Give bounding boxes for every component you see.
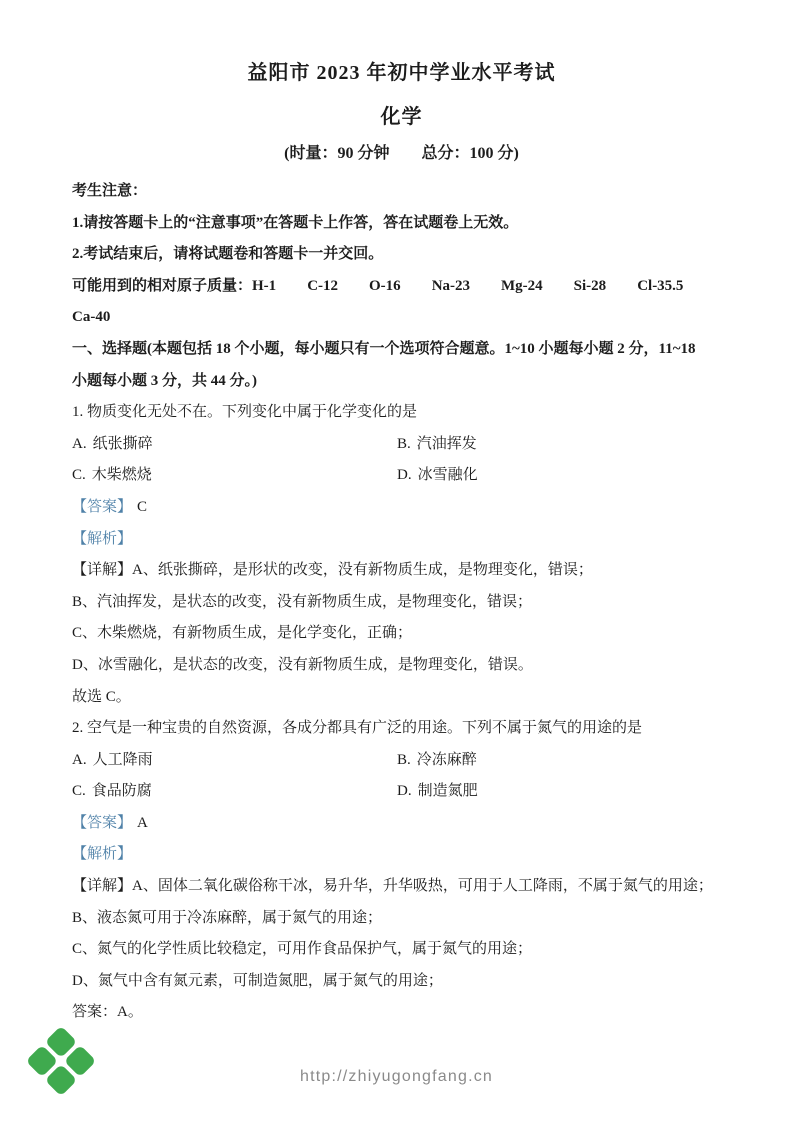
detail-line: C、氮气的化学性质比较稳定，可用作食品保护气，属于氮气的用途；	[72, 941, 533, 958]
detail-line: D、冰雪融化，是状态的改变，没有新物质生成，是物理变化，错误。	[72, 656, 533, 673]
atomic-mass-overflow: Ca-40	[72, 309, 111, 326]
option-d-text: 制造氮肥	[417, 783, 478, 800]
options-row-cd	[72, 776, 731, 808]
section-heading-line2: 小题每小题 3 分，共 44 分。)	[72, 372, 257, 389]
detail-line: 【详解】A、纸张撕碎，是形状的改变，没有新物质生成，是物理变化，错误；	[72, 562, 593, 579]
detail-line: B、汽油挥发，是状态的改变，没有新物质生成，是物理变化，错误；	[72, 593, 533, 610]
option-b-label: B.	[397, 435, 411, 452]
option-b	[397, 429, 731, 461]
exam-meta-duration-score: (时量：90 分钟 总分：100 分)	[284, 145, 519, 162]
option-b-text: 汽油挥发	[416, 435, 477, 452]
exam-title: 益阳市 2023 年初中学业水平考试	[247, 62, 556, 84]
conclusion-line: 答案：A。	[72, 1004, 143, 1021]
option-d-label: D.	[397, 783, 412, 800]
option-a	[72, 745, 397, 777]
option-c-label: C.	[72, 467, 86, 484]
question-2	[72, 713, 731, 1029]
exam-subject: 化学	[380, 106, 423, 128]
atomic-mass-Mg: Mg-24	[501, 277, 543, 294]
answer-line	[72, 492, 731, 524]
analysis-tag: 【解析】	[72, 846, 133, 863]
option-c-label: C.	[72, 783, 86, 800]
notice-heading: 考生注意：	[72, 183, 148, 199]
section-heading-line1: 一、选择题(本题包括 18 个小题，每小题只有一个选项符合题意。1~10 小题每小题 2 分，11~18	[72, 340, 696, 357]
atomic-mass-Cl: Cl-35.5	[637, 277, 684, 294]
analysis-tag: 【解析】	[72, 530, 133, 547]
atomic-mass-H: H-1	[252, 277, 277, 294]
question-stem: 2. 空气是一种宝贵的自然资源，各成分都具有广泛的用途。下列不属于氮气的用途的是	[72, 720, 643, 737]
notice-item-1: 1.请按答题卡上的“注意事项”在答题卡上作答，答在试题卷上无效。	[72, 214, 519, 231]
atomic-mass-Si: Si-28	[573, 277, 607, 294]
option-a-label: A.	[72, 435, 87, 452]
conclusion-line: 故选 C。	[72, 688, 131, 705]
detail-line: B、液态氮可用于冷冻麻醉，属于氮气的用途；	[72, 909, 383, 926]
question-stem: 1. 物质变化无处不在。下列变化中属于化学变化的是	[72, 404, 418, 421]
notice-item-2: 2.考试结束后，请将试题卷和答题卡一并交回。	[72, 246, 384, 263]
question-1	[72, 397, 731, 713]
option-b-label: B.	[397, 751, 411, 768]
atomic-mass-O: O-16	[369, 277, 401, 294]
option-d	[397, 776, 731, 808]
footer-site-url[interactable]: http://zhiyugongfang.cn	[299, 1068, 494, 1085]
atomic-mass-C: C-12	[307, 277, 339, 294]
option-d-label: D.	[397, 467, 412, 484]
answer-tag: 【答案】	[72, 814, 133, 831]
answer-value: A	[137, 814, 148, 831]
analysis-line	[72, 839, 731, 871]
detail-line: 【详解】A、固体二氧化碳俗称干冰，易升华，升华吸热，可用于人工降雨，不属于氮气的用途；	[72, 878, 713, 895]
analysis-line	[72, 524, 731, 556]
option-a-text: 纸张撕碎	[92, 435, 153, 452]
detail-line: D、氮气中含有氮元素，可制造氮肥，属于氮气的用途；	[72, 972, 443, 989]
answer-value: C	[137, 498, 148, 515]
options-row-cd	[72, 460, 731, 492]
option-a-label: A.	[72, 751, 87, 768]
options-row-ab	[72, 745, 731, 777]
atomic-mass-line	[72, 271, 731, 303]
detail-line: C、木柴燃烧，有新物质生成，是化学变化，正确；	[72, 625, 413, 642]
options-row-ab	[72, 429, 731, 461]
answer-tag: 【答案】	[72, 498, 133, 515]
option-c	[72, 776, 397, 808]
option-b	[397, 745, 731, 777]
option-b-text: 冷冻麻醉	[416, 751, 477, 768]
option-c-text: 食品防腐	[91, 783, 152, 800]
atomic-mass-label: 可能用到的相对原子质量：	[72, 277, 253, 294]
atomic-mass-Na: Na-23	[431, 277, 471, 294]
option-d	[397, 460, 731, 492]
answer-line	[72, 808, 731, 840]
option-a-text: 人工降雨	[92, 751, 153, 768]
option-c	[72, 460, 397, 492]
option-a	[72, 429, 397, 461]
option-c-text: 木柴燃烧	[91, 467, 152, 484]
option-d-text: 冰雪融化	[417, 467, 478, 484]
